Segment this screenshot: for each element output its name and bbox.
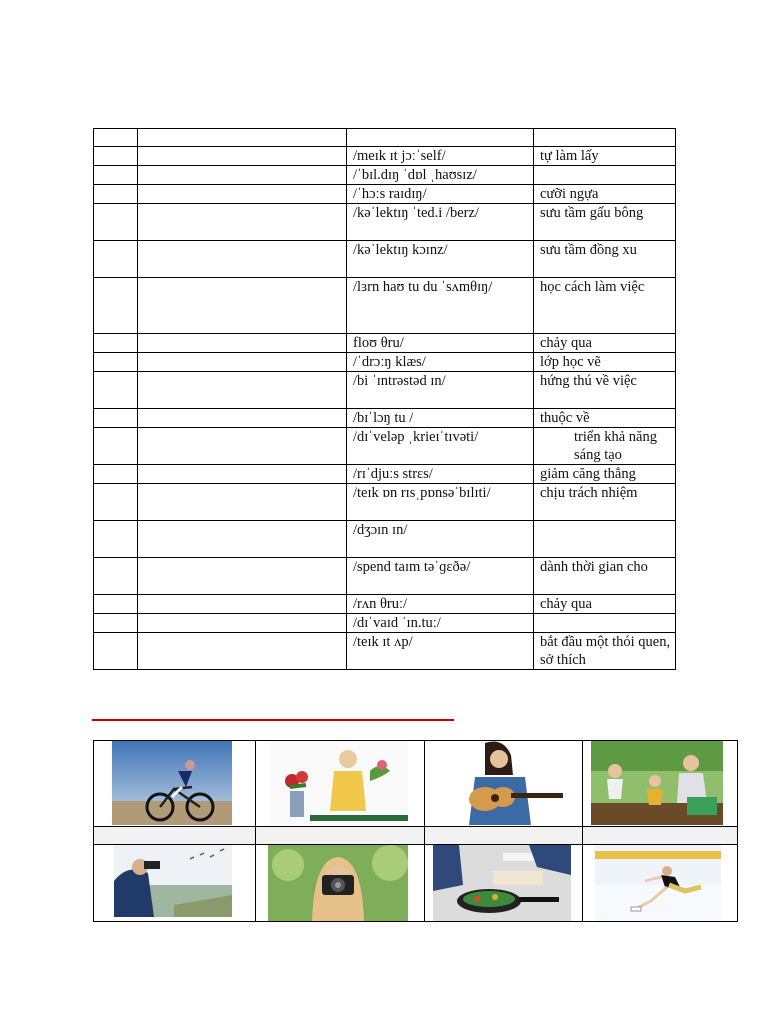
ice-skating-photo-icon (595, 845, 721, 921)
vocab-ipa-cell: floʊ θru/ (347, 334, 534, 353)
vocab-row (94, 595, 676, 614)
vocab-word-cell (138, 633, 347, 670)
cyclist-photo-icon (112, 741, 232, 825)
vocab-word-cell (138, 353, 347, 372)
vocab-number-cell (94, 147, 138, 166)
picture-label-cell (425, 827, 583, 845)
vocab-number-cell (94, 521, 138, 558)
vocab-ipa-cell: /bɪˈlɔŋ tu / (347, 409, 534, 428)
vocab-word-cell (138, 614, 347, 633)
gardening-family-photo-icon (591, 741, 723, 825)
picture-cell (583, 845, 738, 922)
picture-cell (425, 741, 583, 827)
vocab-meaning-cell (534, 614, 676, 633)
vocab-row (94, 372, 676, 409)
vocab-word-cell (138, 334, 347, 353)
vocab-meaning-cell: cưỡi ngựa (534, 185, 676, 204)
vocab-ipa-cell: /bi ˈɪntrəstəd ɪn/ (347, 372, 534, 409)
vocab-number-cell (94, 428, 138, 465)
vocab-row (94, 278, 676, 334)
vocab-word-cell (138, 185, 347, 204)
vocab-word-cell (138, 129, 347, 147)
vocab-word-cell (138, 465, 347, 484)
picture-cell (583, 741, 738, 827)
vocab-meaning-cell (534, 129, 676, 147)
vocab-number-cell (94, 465, 138, 484)
vocab-row (94, 185, 676, 204)
vocab-row (94, 166, 676, 185)
vocab-row (94, 633, 676, 670)
vocab-ipa-cell: /teɪk ɒn rɪsˌpɒnsəˈbɪlɪti/ (347, 484, 534, 521)
vocab-meaning-cell: sưu tầm đồng xu (534, 241, 676, 278)
vocab-number-cell (94, 595, 138, 614)
vocab-meaning-cell: lớp học vẽ (534, 353, 676, 372)
picture-cell (94, 845, 256, 922)
vocab-number-cell (94, 204, 138, 241)
vocab-word-cell (138, 428, 347, 465)
vocab-word-cell (138, 372, 347, 409)
vocab-number-cell (94, 353, 138, 372)
photography-camera-photo-icon (268, 845, 408, 921)
vocab-row (94, 558, 676, 595)
vocab-ipa-cell: /ˈdrɔːŋ klæs/ (347, 353, 534, 372)
picture-label-cell (583, 827, 738, 845)
picture-cell (256, 845, 425, 922)
vocab-word-cell (138, 484, 347, 521)
vocab-ipa-cell: /rɪˈdjuːs strɛs/ (347, 465, 534, 484)
vocab-number-cell (94, 185, 138, 204)
vocab-meaning-cell: giảm căng thẳng (534, 465, 676, 484)
vocab-word-cell (138, 166, 347, 185)
vocab-number-cell (94, 372, 138, 409)
vocab-row (94, 129, 676, 147)
vocab-number-cell (94, 558, 138, 595)
vocab-ipa-cell: /rʌn θruː/ (347, 595, 534, 614)
vocab-ipa-cell: /kəˈlektɪŋ kɔɪnz/ (347, 241, 534, 278)
vocab-row (94, 428, 676, 465)
vocab-word-cell (138, 147, 347, 166)
vocab-row (94, 409, 676, 428)
vocab-ipa-cell: /meɪk ɪt jɔːˈself/ (347, 147, 534, 166)
vocab-ipa-cell: /ˈhɔːs raɪdɪŋ/ (347, 185, 534, 204)
vocab-number-cell (94, 614, 138, 633)
vocab-meaning-cell: dành thời gian cho (534, 558, 676, 595)
red-divider-line (92, 719, 454, 721)
vocab-meaning-cell (534, 521, 676, 558)
vocab-meaning-cell: chịu trách nhiệm (534, 484, 676, 521)
picture-label-cell (256, 827, 425, 845)
vocab-row (94, 241, 676, 278)
vocab-number-cell (94, 241, 138, 278)
vocab-row (94, 334, 676, 353)
vocab-meaning-cell: hứng thú về việc (534, 372, 676, 409)
vocab-number-cell (94, 334, 138, 353)
vocab-word-cell (138, 409, 347, 428)
vocab-number-cell (94, 484, 138, 521)
vocab-number-cell (94, 278, 138, 334)
vocab-ipa-cell: /dɪˈvaɪd ˈɪn.tuː/ (347, 614, 534, 633)
vocab-word-cell (138, 241, 347, 278)
vocabulary-table (93, 128, 676, 670)
vocab-word-cell (138, 278, 347, 334)
picture-row-2 (94, 845, 738, 922)
vocab-number-cell (94, 409, 138, 428)
picture-label-row (94, 827, 738, 845)
cooking-pan-photo-icon (433, 845, 571, 921)
vocab-row (94, 521, 676, 558)
vocab-meaning-cell: chảy qua (534, 595, 676, 614)
vocab-word-cell (138, 521, 347, 558)
binoculars-birdwatching-photo-icon (114, 845, 232, 917)
picture-label-cell (94, 827, 256, 845)
vocab-meaning-cell: tự làm lấy (534, 147, 676, 166)
vocab-row (94, 465, 676, 484)
vocabulary-table-body (94, 129, 676, 670)
vocab-ipa-cell (347, 129, 534, 147)
picture-cell (425, 845, 583, 922)
vocab-meaning-cell: học cách làm việc (534, 278, 676, 334)
vocab-ipa-cell: /ˈbɪl.dɪŋ ˈdɒl ˌhaʊsɪz/ (347, 166, 534, 185)
vocab-number-cell (94, 633, 138, 670)
vocab-ipa-cell: /teɪk ɪt ʌp/ (347, 633, 534, 670)
vocab-number-cell (94, 166, 138, 185)
vocab-row (94, 484, 676, 521)
picture-table (93, 740, 738, 922)
vocab-number-cell (94, 129, 138, 147)
guitar-player-photo-icon (445, 741, 567, 825)
vocab-ipa-cell: /spend taɪm təˈɡɛðə/ (347, 558, 534, 595)
vocab-meaning-cell: triển khả năng sáng tạo (534, 428, 676, 465)
vocab-row (94, 147, 676, 166)
vocab-ipa-cell: /kəˈlektɪŋ ˈted.i /berz/ (347, 204, 534, 241)
vocab-word-cell (138, 204, 347, 241)
vocab-ipa-cell: /dʒɔɪn ɪn/ (347, 521, 534, 558)
vocab-ipa-cell: /dɪˈveləp ˌkrieɪˈtɪvəti/ (347, 428, 534, 465)
vocab-meaning-cell: sưu tầm gấu bông (534, 204, 676, 241)
flower-arranging-photo-icon (270, 741, 408, 825)
vocab-row (94, 614, 676, 633)
vocab-word-cell (138, 595, 347, 614)
vocab-row (94, 204, 676, 241)
vocab-ipa-cell: /lɜrn haʊ tu du ˈsʌmθɪŋ/ (347, 278, 534, 334)
vocab-meaning-cell: thuộc về (534, 409, 676, 428)
vocab-word-cell (138, 558, 347, 595)
vocab-meaning-cell (534, 166, 676, 185)
vocab-meaning-cell: bắt đầu một thói quen, sở thích (534, 633, 676, 670)
vocab-row (94, 353, 676, 372)
picture-cell (94, 741, 256, 827)
picture-row-1 (94, 741, 738, 827)
picture-cell (256, 741, 425, 827)
vocab-meaning-cell: chảy qua (534, 334, 676, 353)
